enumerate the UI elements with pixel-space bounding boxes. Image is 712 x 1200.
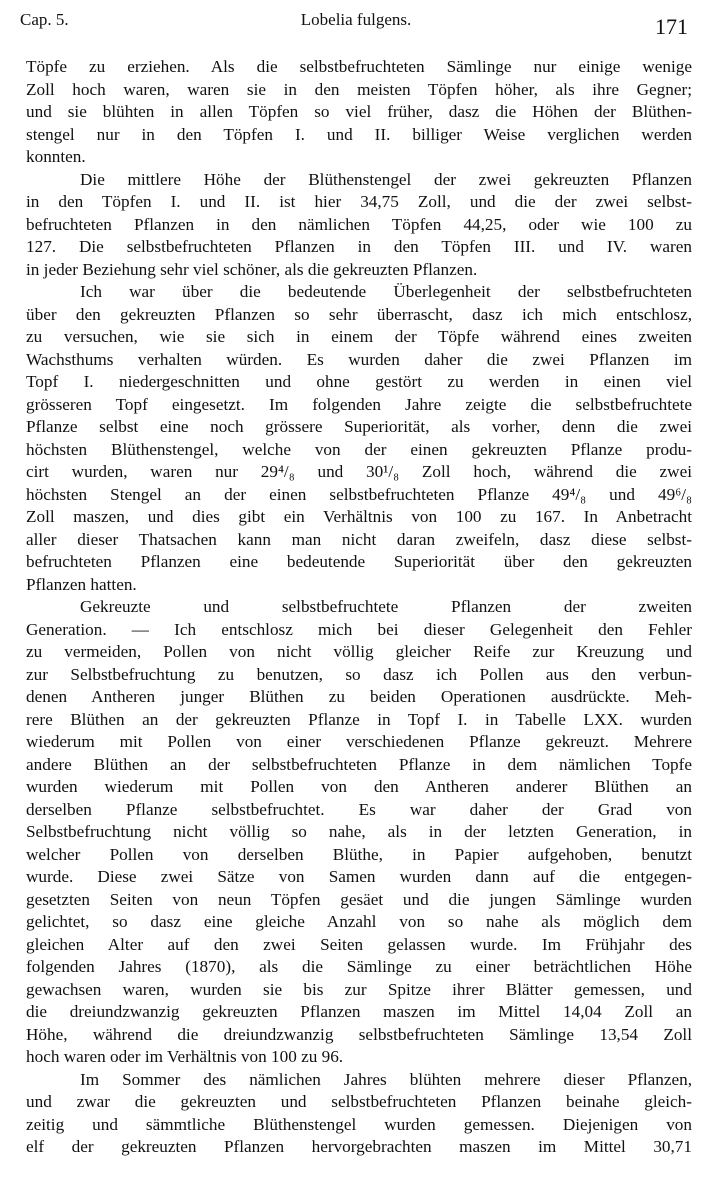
text-line: derselben Pflanze selbstbefruchtet. Es war daher der Grad von — [26, 799, 692, 819]
text-line: gesetzten Seiten von neun Töpfen gesäet und die jungen Sämlinge wurden — [26, 889, 692, 909]
text-line: Im Sommer des nämlichen Jahres blühten mehrere dieser Pflanzen, — [80, 1069, 692, 1089]
text-line: Zoll maszen, und dies gibt ein Verhältnis von 100 zu 167. In Anbetracht — [26, 507, 692, 526]
text-line: folgenden Jahres (1870), als die Sämlinge zu einer beträchtlichen Höhe — [26, 957, 692, 976]
text-line: befruchteten Pflanzen eine bedeutende Superiorität über den gekreuzten — [26, 552, 692, 571]
text-line: gewachsen waren, wurden sie bis zur Spitze ihrer Blätter gemessen, und — [26, 979, 692, 999]
running-title: Lobelia fulgens. — [300, 10, 412, 29]
text-line: und sie blühten in allen Töpfen so viel früher, dasz die Höhen der Blüthen- — [26, 102, 692, 121]
text-line: in jeder Beziehung sehr viel schöner, als die gekreuzten Pflanzen. — [26, 259, 478, 279]
text-line: Selbstbefruchtung nicht völlig so nahe, als in der letzten Generation, in — [26, 822, 692, 841]
text-line: elf der gekreuzten Pflanzen hervorgebrachten maszen im Mittel 30,71 — [26, 1137, 692, 1156]
text-line: die dreiundzwanzig gekreuzten Pflanzen maszen im Mittel 14,04 Zoll an — [26, 1002, 692, 1021]
text-line: zeitig und sämmtliche Blüthenstengel wurden gemessen. Diejenigen von — [26, 1114, 692, 1134]
text-line: Töpfe zu erziehen. Als die selbstbefruchteten Sämlinge nur einige wenige — [26, 57, 692, 76]
text-line: Zoll hoch waren, waren sie in den meisten Töpfen höher, als ihre Gegner; — [26, 79, 692, 99]
page-number: 171 — [655, 14, 688, 39]
text-line: in den Töpfen I. und II. ist hier 34,75 Zoll, und die der zwei selbst- — [26, 192, 692, 211]
text-line: aller dieser Thatsachen kann man nicht daran zweifeln, dasz diese selbst- — [26, 529, 692, 549]
running-header — [20, 4, 692, 40]
text-line: Ich war über die bedeutende Überlegenheit der selbstbefruchteten — [80, 282, 692, 301]
text-line: wurden wiederum mit Pollen von den Antheren anderer Blüthen an — [26, 777, 692, 796]
text-line: Pflanzen hatten. — [26, 574, 137, 594]
text-line: zur Selbstbefruchtung zu benutzen, so dasz ich Pollen aus den verbun- — [26, 664, 692, 684]
text-line: gelichtet, so dasz eine gleiche Anzahl von so nahe als möglich dem — [26, 912, 692, 931]
text-line: Pflanze selbst eine noch grössere Superiorität, als vorher, denn die zwei — [26, 417, 692, 436]
text-line: wurde. Diese zwei Sätze von Samen wurden dann auf die entgegen- — [26, 867, 692, 886]
text-line: wiederum mit Pollen von einer verschiedenen Pflanze gekreuzt. Mehrere — [26, 732, 692, 751]
text-line: denen Antheren junger Blüthen zu beiden Operationen ausdrückte. Meh- — [26, 687, 692, 706]
body-text — [26, 56, 692, 1159]
text-line: konnten. — [26, 147, 86, 166]
chapter-label: Cap. 5. — [20, 10, 69, 29]
text-line: über den gekreuzten Pflanzen so sehr überrascht, dasz ich mich entschlosz, — [26, 304, 692, 324]
text-line: 127. Die selbstbefruchteten Pflanzen in den Töpfen III. und IV. waren — [26, 237, 692, 256]
text-line: grösseren Topf eingesetzt. Im folgenden Jahre zeigte die selbstbefruchtete — [26, 394, 692, 414]
text-line: befruchteten Pflanzen in den nämlichen Töpfen 44,25, oder wie 100 zu — [26, 214, 692, 234]
text-line: Die mittlere Höhe der Blüthenstengel der zwei gekreuzten Pflanzen — [80, 169, 692, 189]
text-line: Generation. — Ich entschlosz mich bei dieser Gelegenheit den Fehler — [26, 619, 692, 639]
text-line: stengel nur in den Töpfen I. und II. billiger Weise verglichen werden — [26, 124, 692, 144]
text-line: rere Blüthen an der gekreuzten Pflanze in Topf I. in Tabelle LXX. wurden — [26, 709, 692, 729]
text-line: andere Blüthen an der selbstbefruchteten Pflanze in dem nämlichen Topfe — [26, 754, 692, 774]
text-line: hoch waren oder im Verhältnis von 100 zu 96. — [26, 1047, 344, 1066]
text-line: zu versuchen, wie sie sich in einem der Töpfe während eines zweiten — [26, 327, 692, 346]
text-line: Höhe, während die dreiundzwanzig selbstbefruchteten Sämlinge 13,54 Zoll — [26, 1024, 692, 1044]
text-line: Wachsthums verhalten würden. Es wurden daher die zwei Pflanzen im — [26, 349, 692, 369]
text-line: cirt wurden, waren nur 29⁴/₈ und 30¹/₈ Zoll hoch, während die zwei — [26, 462, 692, 481]
text-line: welcher Pollen von derselben Blüthe, in Papier aufgehoben, benutzt — [26, 844, 692, 864]
text-line: zu vermeiden, Pollen von nicht völlig gleicher Reife zur Kreuzung und — [26, 642, 692, 661]
text-line: Gekreuzte und selbstbefruchtete Pflanzen der zweiten — [80, 597, 692, 616]
text-line: höchsten Blüthenstengel, welche von der einen gekreuzten Pflanze produ- — [26, 439, 692, 459]
text-line: höchsten Stengel an der einen selbstbefruchteten Pflanze 49⁴/₈ und 49⁶/₈ — [26, 484, 692, 504]
text-line: gleichen Alter auf den zwei Seiten gelassen wurde. Im Frühjahr des — [26, 934, 692, 954]
text-line: Topf I. niedergeschnitten und ohne gestört zu werden in einen viel — [26, 372, 692, 391]
text-line: und zwar die gekreuzten und selbstbefruchteten Pflanzen beinahe gleich- — [26, 1092, 692, 1111]
